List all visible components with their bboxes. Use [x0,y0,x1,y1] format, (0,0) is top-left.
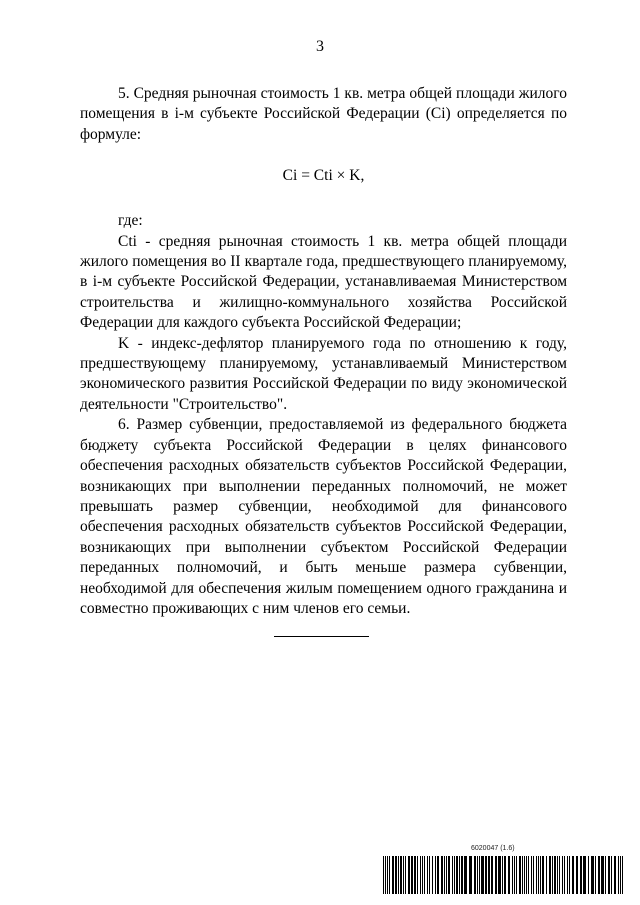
page-number: 3 [316,38,324,55]
barcode-icon [381,856,629,894]
paragraph-6: 6. Размер субвенции, предоставляемой из федерального бюджета бюджету субъекта Российской Федерации в целях финансового обеспечения расходных обязательств субъектов Российской Федерации, возникающих при выполнении переданных полномочий, не может превышать размер субвенции, необходимой для финансового обеспечения расходных обязательств субъектов Российской Федерации, возникающих при выполнении субъектом Российской Федерации переданных полномочий, и быть меньше размера субвенции, необходимой для обеспечения жилым помещением одного гражданина и совместно проживающих с ним членов его семьи. [80,416,567,617]
document-body [80,84,567,619]
definition-cti: Cti - средняя рыночная стоимость 1 кв. метра общей площади жилого помещения во II квартале года, предшествующего планируемому, в i-м субъекте Российской Федерации, устанавливаемая Министерством строительства и жилищно-коммунального хозяйства Российской Федерации для каждого субъекта Российской Федерации; [80,232,567,332]
document-barcode [381,845,629,895]
paragraph-5: 5. Средняя рыночная стоимость 1 кв. метра общей площади жилого помещения в i-м субъекте Российской Федерации (Ci) определяется по формуле: [80,85,567,143]
end-separator-line [274,636,369,637]
formula: Ci = Cti × K, [282,167,365,185]
where-label: где: [118,212,143,230]
definition-k: K - индекс-дефлятор планируемого года по отношению к году, предшествующему планируемому, устанавливаемый Министерством экономического развития Российской Федерации по виду экономической деятельности "Строительство". [80,334,567,413]
barcode-label: 6020047 (1.6) [471,845,515,852]
